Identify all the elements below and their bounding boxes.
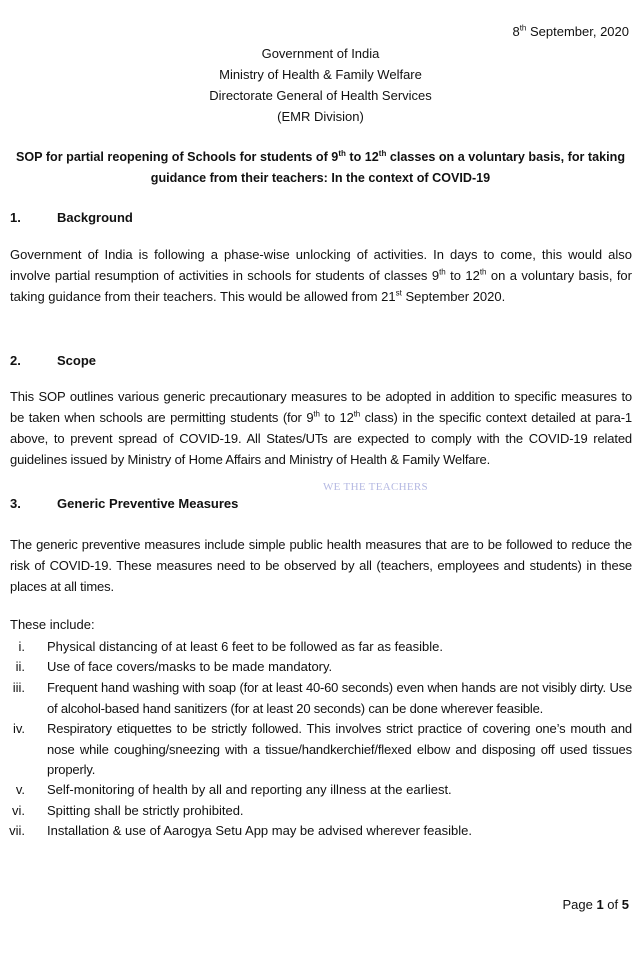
section-title: Background (57, 210, 133, 225)
list-numeral: v. (15, 782, 25, 797)
list-numeral: i. (18, 639, 25, 654)
list-text: Installation & use of Aarogya Setu App may be advised wherever feasible. (47, 823, 472, 838)
para-text: to 12 (445, 268, 480, 283)
background-paragraph (10, 244, 632, 307)
title-text: to 12 (345, 150, 379, 164)
para-sup: th (313, 409, 320, 419)
section-heading-background (10, 210, 133, 225)
watermark: WE THE TEACHERS (323, 481, 428, 493)
para-sup: st (395, 288, 402, 298)
list-numeral: iii. (12, 680, 25, 695)
para-text: on a voluntary basis, for taking guidance from their teachers. This would be allowed from 21 (10, 268, 632, 304)
document-title (8, 147, 633, 189)
header-ministry: Ministry of Health & Family Welfare (219, 67, 422, 82)
section-number: 2. (10, 353, 21, 368)
list-text: Use of face covers/masks to be made mandatory. (47, 659, 333, 674)
title-sup: th (338, 148, 346, 158)
page-of: of (603, 897, 622, 912)
list-text: Spitting shall be strictly prohibited. (47, 803, 244, 818)
para-text: This SOP outlines various generic precautionary measures to be adopted in addition to specific measures to be taken when schools are permitting students (for 9 (10, 389, 632, 425)
section-title: Scope (57, 353, 97, 368)
title-sup: th (378, 148, 387, 158)
date-suffix: th (519, 23, 527, 33)
list-text: Frequent hand washing with soap (for at least 40-60 seconds) even when hands are not visibly dirty. Use of alcohol-based hand sanitizers (for at least 20 seconds) can be done wherever feasible. (47, 680, 632, 716)
section-number: 1. (10, 210, 21, 225)
document-date (512, 24, 629, 39)
list-numeral: vii. (9, 823, 25, 838)
list-text: Physical distancing of at least 6 feet to be followed as far as feasible. (47, 639, 444, 654)
para-text: to 12 (319, 410, 354, 425)
preventive-measures-paragraph: The generic preventive measures include simple public health measures that are to be followed to reduce the risk of COVID-19. These measures need to be observed by all (teachers, employees and students) in these places at all times. (10, 537, 632, 594)
current-page: 1 (596, 897, 604, 912)
para-sup: th (479, 267, 487, 277)
list-text: Respiratory etiquettes to be strictly followed. This involves strict practice of covering one’s mouth and nose while coughing/sneezing with a tissue/handkerchief/flexed elbow and disposing off used tissues properly. (47, 721, 632, 777)
para-sup: th (353, 409, 361, 419)
scope-paragraph (10, 386, 632, 470)
list-numeral: vi. (12, 803, 25, 818)
header-government: Government of India (261, 46, 380, 61)
para-sup: th (439, 267, 446, 277)
list-numeral: iv. (12, 721, 25, 736)
page-prefix: Page (562, 897, 597, 912)
title-text: classes on a voluntary basis, for taking guidance from their teachers: In the context of COVID-19 (150, 150, 626, 185)
para-text: Government of India is following a phase-wise unlocking of activities. In days to come, this would also involve partial resumption of activities in schools for students of classes 9 (10, 247, 632, 283)
list-text: Self-monitoring of health by all and reporting any illness at the earliest. (47, 782, 452, 797)
total-pages: 5 (621, 897, 629, 912)
list-numeral: ii. (15, 659, 25, 674)
list-intro: These include: (10, 617, 95, 632)
section-title: Generic Preventive Measures (57, 496, 239, 511)
date-rest: September, 2020 (526, 24, 629, 39)
header-directorate: Directorate General of Health Services (209, 88, 432, 103)
para-text: September 2020. (401, 289, 506, 304)
page-number (562, 897, 629, 912)
date-day: 8 (512, 24, 520, 39)
section-number: 3. (10, 496, 21, 511)
header-division: (EMR Division) (277, 109, 364, 124)
title-text: SOP for partial reopening of Schools for students of 9 (15, 150, 339, 164)
para-text: class) in the specific context detailed at para-1 above, to prevent spread of COVID-19. All States/UTs are expected to comply with the COVID-19 related guidelines issued by Ministry of Home Affairs and Ministry of Health & Family Welfare. (10, 410, 632, 467)
section-heading-preventive-measures (10, 496, 238, 511)
section-heading-scope (10, 353, 96, 368)
